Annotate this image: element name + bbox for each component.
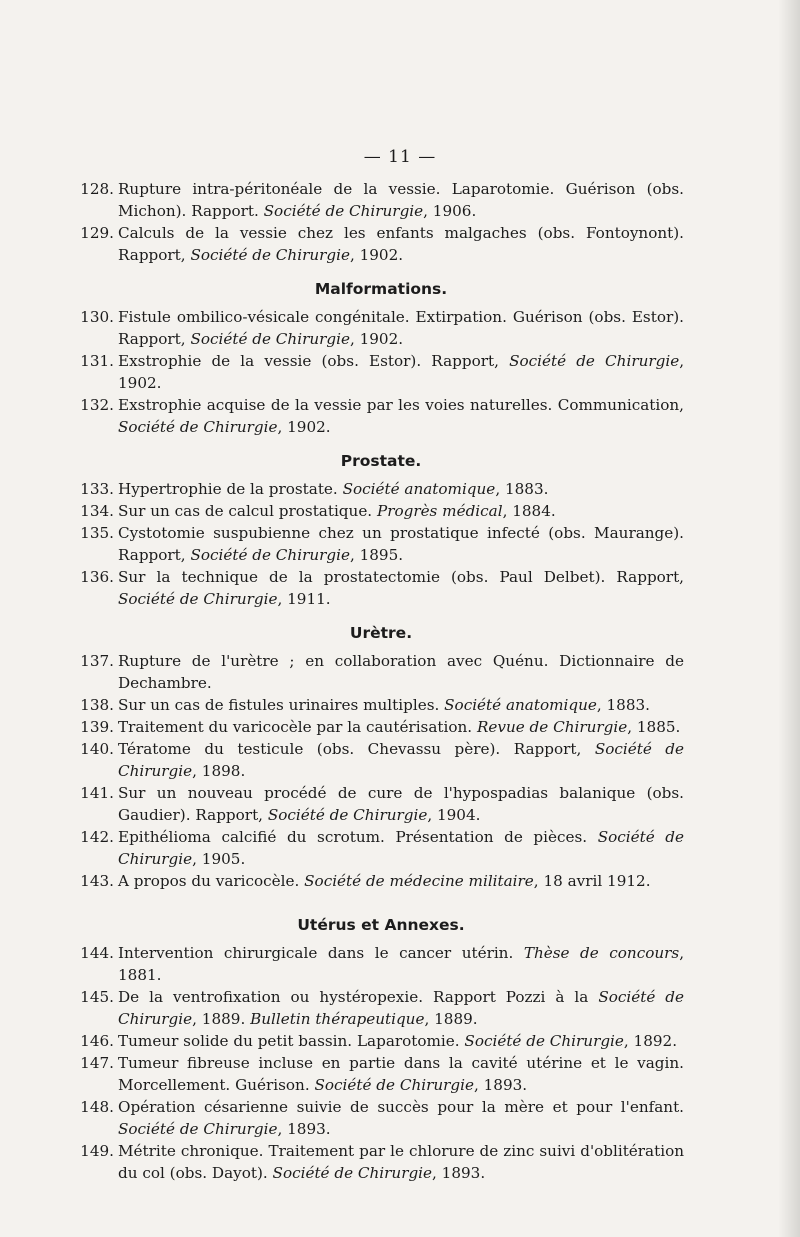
entry-number: 146. [80, 1032, 114, 1050]
entry-text-part: Cystotomie suspubienne chez un prostatique infecté (obs. Maurange). Rapport, [118, 524, 684, 564]
publication-title: Société anatomique [444, 696, 597, 714]
entry-number: 138. [80, 696, 114, 714]
publication-title: Société de Chirurgie [464, 1032, 624, 1050]
entry-text-part: , 1904. [427, 806, 481, 824]
publication-title: Société de Chirurgie [314, 1076, 474, 1094]
entry-number: 139. [80, 718, 114, 736]
entry-text-part: Métrite chronique. Traitement par le chlorure de zinc suivi d'oblitération du col (obs. Dayot). [118, 1142, 684, 1182]
entry-text-part: Rupture intra-péritonéale de la vessie. Laparotomie. Guérison (obs. Michon). Rapport. [118, 180, 684, 220]
entry-text-part: Sur un nouveau procédé de cure de l'hypospadias balanique (obs. Gaudier). Rapport, [118, 784, 684, 824]
entry-text [118, 942, 684, 986]
entry-number: 141. [80, 784, 114, 802]
entry-text-part: , 1902. [349, 330, 404, 348]
entry-number: 129. [80, 224, 114, 242]
publication-title: Société de Chirurgie [509, 352, 680, 370]
entry-text-part: Traitement du varicocèle par la cautérisation. [118, 718, 477, 736]
entry-text [118, 782, 684, 826]
entry-text-part: , 1881. [118, 944, 685, 984]
bibliography-entry [78, 650, 684, 694]
entry-text-part: Epithélioma calcifié du scrotum. Présentation de pièces. [118, 828, 598, 846]
entry-text [118, 350, 684, 394]
entry-text-part: , 1902. [349, 246, 404, 264]
entry-text-part: Rupture de l'urètre ; en collaboration avec Quénu. Dictionnaire de Dechambre. [118, 652, 684, 692]
entry-number: 145. [80, 988, 114, 1006]
bibliography-entry [78, 986, 684, 1030]
bibliography-entry [78, 716, 684, 738]
publication-title: Société de Chirurgie [118, 590, 278, 608]
spacer [78, 642, 684, 650]
publication-title: Société de Chirurgie [118, 740, 684, 780]
entry-text [118, 178, 684, 222]
bibliography-list [78, 178, 684, 1184]
entry-text-part: Sur un cas de fistules urinaires multiples. [118, 696, 445, 714]
publication-title: Société de Chirurgie [190, 546, 350, 564]
bibliography-entry [78, 1096, 684, 1140]
entry-text-part: , 1884. [502, 502, 556, 520]
publication-title: Thèse de concours [523, 944, 680, 962]
entry-text-part: , 1911. [277, 590, 331, 608]
entry-text [118, 1140, 684, 1184]
entry-text [118, 650, 684, 694]
entry-text-part: Fistule ombilico-vésicale congénitale. Extirpation. Guérison (obs. Estor). Rapport, [118, 308, 684, 348]
section [78, 266, 684, 438]
entry-number: 133. [80, 480, 114, 498]
entry-number: 134. [80, 502, 114, 520]
publication-title: Société anatomique [342, 480, 496, 498]
spacer [78, 438, 684, 452]
bibliography-entry [78, 826, 684, 870]
entry-text-part: De la ventrofixation ou hystéropexie. Rapport Pozzi à la [118, 988, 599, 1006]
publication-title: Société de médecine militaire [304, 872, 534, 890]
bibliography-entry [78, 394, 684, 438]
section [78, 178, 684, 266]
spacer [78, 892, 684, 916]
entry-text-part: , 1906. [423, 202, 477, 220]
entry-text [118, 826, 684, 870]
entry-text-part: , 1905. [192, 850, 246, 868]
section-heading: Utérus et Annexes. [297, 916, 465, 934]
entry-number: 144. [80, 944, 114, 962]
entry-text-part: , 1902. [277, 418, 331, 436]
bibliography-entry [78, 942, 684, 986]
entry-text-part: Hypertrophie de la prostate. [118, 480, 343, 498]
entry-text-part: Intervention chirurgicale dans le cancer utérin. [118, 944, 524, 962]
entry-text [118, 716, 684, 738]
entry-text-part: Tumeur solide du petit bassin. Laparotomie. [118, 1032, 465, 1050]
entry-text-part: , 1893. [432, 1164, 486, 1182]
entry-text [118, 522, 684, 566]
entry-number: 137. [80, 652, 114, 670]
entry-text [118, 478, 684, 500]
publication-title: Société de Chirurgie [118, 988, 684, 1028]
entry-text-part: , 1889. [424, 1010, 478, 1028]
entry-text [118, 1096, 684, 1140]
entry-text-part: , 1892. [623, 1032, 678, 1050]
entry-number: 130. [80, 308, 114, 326]
bibliography-entry [78, 1030, 684, 1052]
entry-text-part: Sur un cas de calcul prostatique. [118, 502, 377, 520]
bibliography-entry [78, 522, 684, 566]
bibliography-entry [78, 306, 684, 350]
bibliography-entry [78, 694, 684, 716]
entry-text-part: , 1893. [277, 1120, 331, 1138]
bibliography-entry [78, 1052, 684, 1096]
entry-text-part: Sur la technique de la prostatectomie (obs. Paul Delbet). Rapport, [118, 568, 684, 586]
spacer [78, 934, 684, 942]
bibliography-entry [78, 350, 684, 394]
entry-number: 131. [80, 352, 114, 370]
entry-number: 149. [80, 1142, 114, 1160]
spacer [78, 266, 684, 280]
entry-text [118, 694, 684, 716]
entry-number: 148. [80, 1098, 114, 1116]
page-number: — 11 — [363, 147, 437, 167]
entry-text-part: , 1885. [627, 718, 681, 736]
entry-text [118, 222, 684, 266]
section [78, 892, 684, 1184]
spacer [78, 470, 684, 478]
bibliography-entry [78, 738, 684, 782]
entry-text-part: Tumeur fibreuse incluse en partie dans la cavité utérine et le vagin. Morcellement. Guérison. [118, 1054, 684, 1094]
entry-text-part: Tératome du testicule (obs. Chevassu père). Rapport, [118, 740, 595, 758]
publication-title: Société de Chirurgie [118, 828, 684, 868]
publication-title: Société de Chirurgie [190, 330, 350, 348]
entry-number: 132. [80, 396, 114, 414]
publication-title: Revue de Chirurgie [476, 718, 628, 736]
entry-text [118, 394, 684, 438]
entry-text-part: , 18 avril 1912. [533, 872, 651, 890]
entry-text-part: Exstrophie acquise de la vessie par les voies naturelles. Communication, [118, 396, 684, 414]
entry-text [118, 306, 684, 350]
entry-text [118, 1030, 684, 1052]
entry-text [118, 738, 684, 782]
bibliography-entry [78, 500, 684, 522]
publication-title: Société de Chirurgie [267, 806, 428, 824]
publication-title: Société de Chirurgie [272, 1164, 433, 1182]
bibliography-entry [78, 178, 684, 222]
entry-text [118, 1052, 684, 1096]
bibliography-entry [78, 782, 684, 826]
section-heading: Urètre. [349, 624, 413, 642]
bibliography-entry [78, 478, 684, 500]
publication-title: Société de Chirurgie [263, 202, 424, 220]
entry-text-part: , 1883. [596, 696, 650, 714]
publication-title: Bulletin thérapeutique [250, 1010, 425, 1028]
bibliography-entry [78, 222, 684, 266]
entry-number: 142. [80, 828, 114, 846]
entry-text [118, 500, 684, 522]
entry-number: 140. [80, 740, 114, 758]
bibliography-entry [78, 1140, 684, 1184]
entry-text [118, 870, 684, 892]
bibliography-entry [78, 870, 684, 892]
entry-text-part: A propos du varicocèle. [118, 872, 305, 890]
publication-title: Société de Chirurgie [118, 418, 278, 436]
section-heading: Prostate. [340, 452, 422, 470]
entry-text-part: Opération césarienne suivie de succès pour la mère et pour l'enfant. [118, 1098, 684, 1116]
spacer [78, 298, 684, 306]
publication-title: Progrès médical [376, 502, 503, 520]
entry-number: 147. [80, 1054, 114, 1072]
entry-text-part: , 1889. [192, 1010, 251, 1028]
entry-text-part: , 1883. [495, 480, 549, 498]
publication-title: Société de Chirurgie [118, 1120, 278, 1138]
entry-text-part: , 1895. [349, 546, 404, 564]
entry-number: 136. [80, 568, 114, 586]
entry-text-part: , 1893. [473, 1076, 528, 1094]
entry-number: 128. [80, 180, 114, 198]
entry-number: 143. [80, 872, 114, 890]
entry-text-part: , 1898. [192, 762, 246, 780]
entry-text-part: Calculs de la vessie chez les enfants malgaches (obs. Fontoynont). Rapport, [118, 224, 684, 264]
entry-text [118, 566, 684, 610]
section-heading: Malformations. [314, 280, 448, 298]
page-edge-shadow [778, 0, 800, 1237]
section [78, 438, 684, 610]
entry-text-part: Exstrophie de la vessie (obs. Estor). Rapport, [118, 352, 510, 370]
publication-title: Société de Chirurgie [190, 246, 350, 264]
entry-text [118, 986, 684, 1030]
section [78, 610, 684, 892]
entry-text-part: , 1902. [118, 352, 685, 392]
bibliography-entry [78, 566, 684, 610]
spacer [78, 610, 684, 624]
entry-number: 135. [80, 524, 114, 542]
